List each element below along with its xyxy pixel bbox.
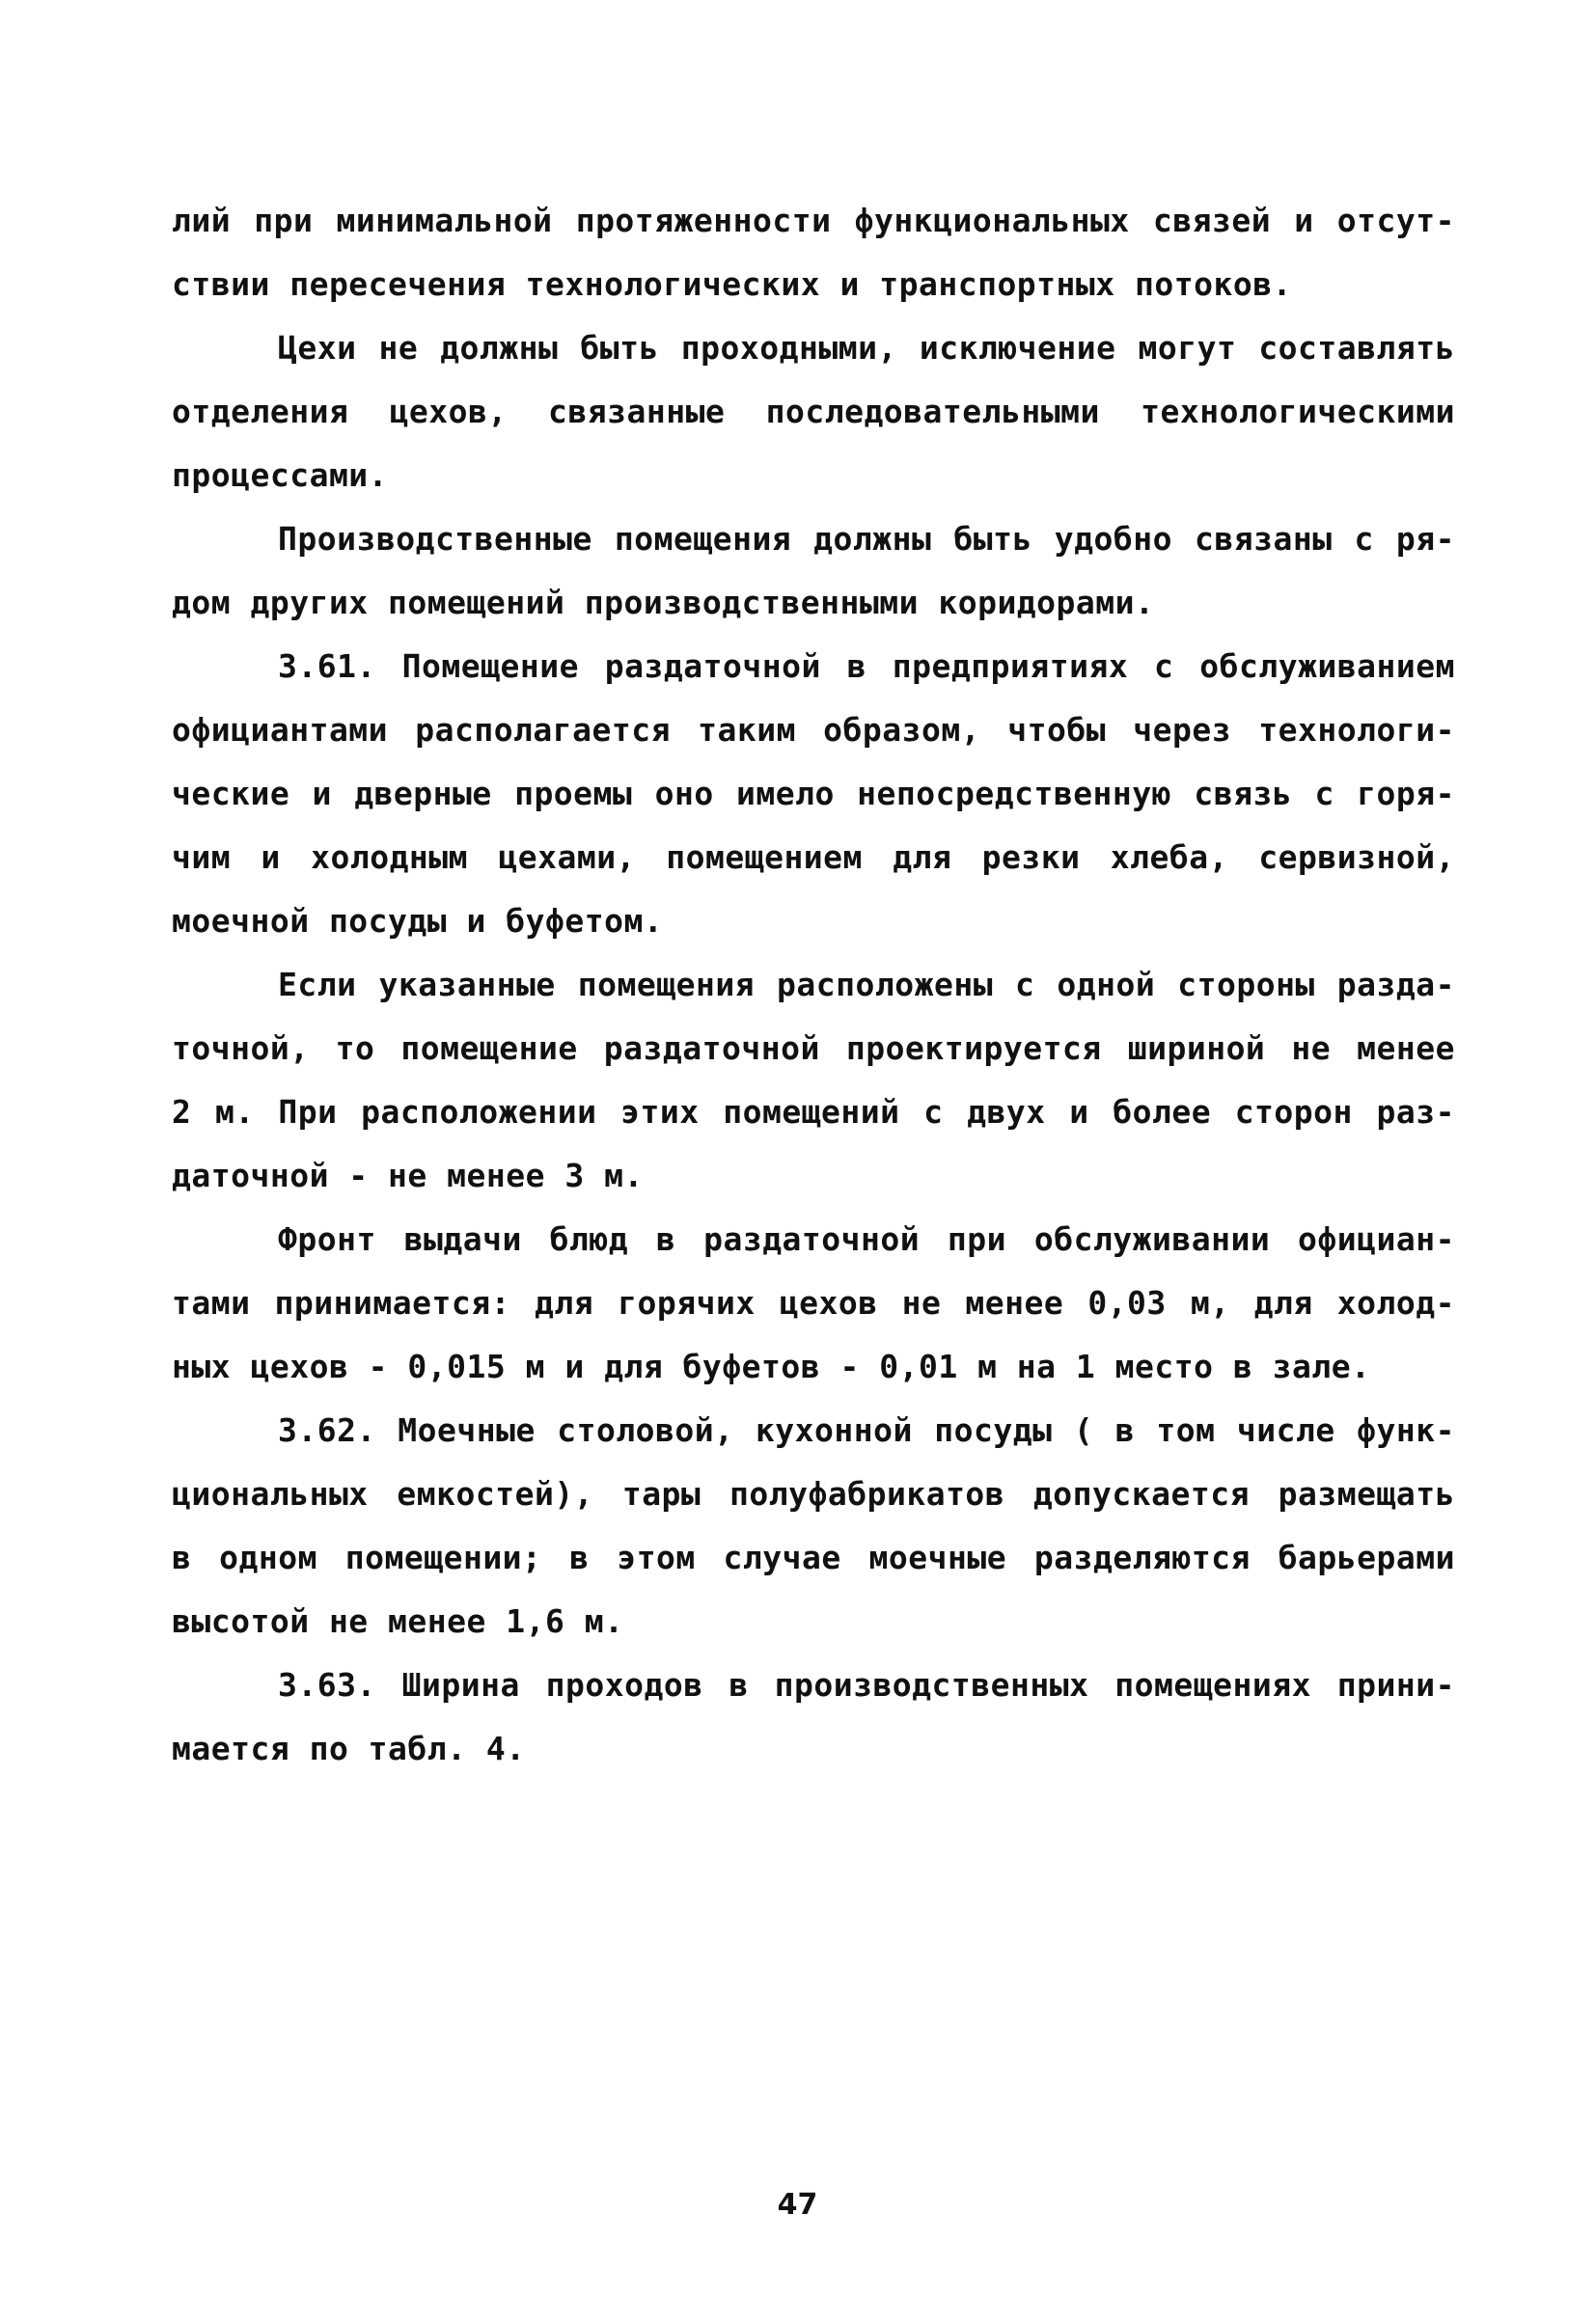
text-line: ствии пересечения технологических и транспортных потоков. <box>172 265 1292 303</box>
text-line: Если указанные помещения расположены с одной стороны разда- <box>278 966 1455 1003</box>
text-line: циональных емкостей), тары полуфабрикатов допускается размещать <box>172 1475 1455 1513</box>
paragraph <box>172 1654 1455 1781</box>
text-line: Производственные помещения должны быть удобно связаны с ря- <box>278 520 1455 558</box>
text-line: 3.62. Моечные столовой, кухонной посуды ( в том числе функ- <box>278 1411 1455 1449</box>
text-line: Цехи не должны быть проходными, исключение могут составлять <box>278 329 1455 367</box>
text-line: ческие и дверные проемы оно имело непосредственную связь с горя- <box>172 775 1455 812</box>
paragraph <box>172 507 1455 635</box>
body-text <box>172 189 1455 1781</box>
paragraph <box>172 189 1455 316</box>
text-line: дом других помещений производственными коридорами. <box>172 584 1155 621</box>
text-line: 3.61. Помещение раздаточной в предприятиях с обслуживанием <box>278 647 1455 685</box>
text-line: даточной - не менее 3 м. <box>172 1157 644 1194</box>
text-line: Фронт выдачи блюд в раздаточной при обслуживании официан- <box>278 1220 1455 1258</box>
text-line: точной, то помещение раздаточной проектируется шириной не менее <box>172 1029 1455 1067</box>
text-line: чим и холодным цехами, помещением для резки хлеба, сервизной, <box>172 838 1455 876</box>
paragraph <box>172 1399 1455 1654</box>
page-number: 47 <box>777 2188 818 2222</box>
text-line: мается по табл. 4. <box>172 1730 526 1767</box>
text-line: процессами. <box>172 456 389 494</box>
paragraph <box>172 316 1455 507</box>
text-line: официантами располагается таким образом, чтобы через технологи- <box>172 711 1455 749</box>
text-line: 3.63. Ширина проходов в производственных помещениях прини- <box>278 1666 1455 1704</box>
text-line: отделения цехов, связанные последовательными технологическими <box>172 393 1455 430</box>
text-line: в одном помещении; в этом случае моечные разделяются барьерами <box>172 1539 1455 1576</box>
paragraph <box>172 635 1455 953</box>
text-line: моечной посуды и буфетом. <box>172 902 664 940</box>
paragraph <box>172 1208 1455 1399</box>
paragraph <box>172 953 1455 1208</box>
text-line: ных цехов - 0,015 м и для буфетов - 0,01 м на 1 место в зале. <box>172 1348 1371 1385</box>
text-line: тами принимается: для горячих цехов не менее 0,03 м, для холод- <box>172 1284 1455 1322</box>
text-line: лий при минимальной протяженности функциональных связей и отсут- <box>172 202 1455 239</box>
text-line: высотой не менее 1,6 м. <box>172 1602 624 1640</box>
text-line: 2 м. При расположении этих помещений с двух и более сторон раз- <box>172 1093 1455 1131</box>
